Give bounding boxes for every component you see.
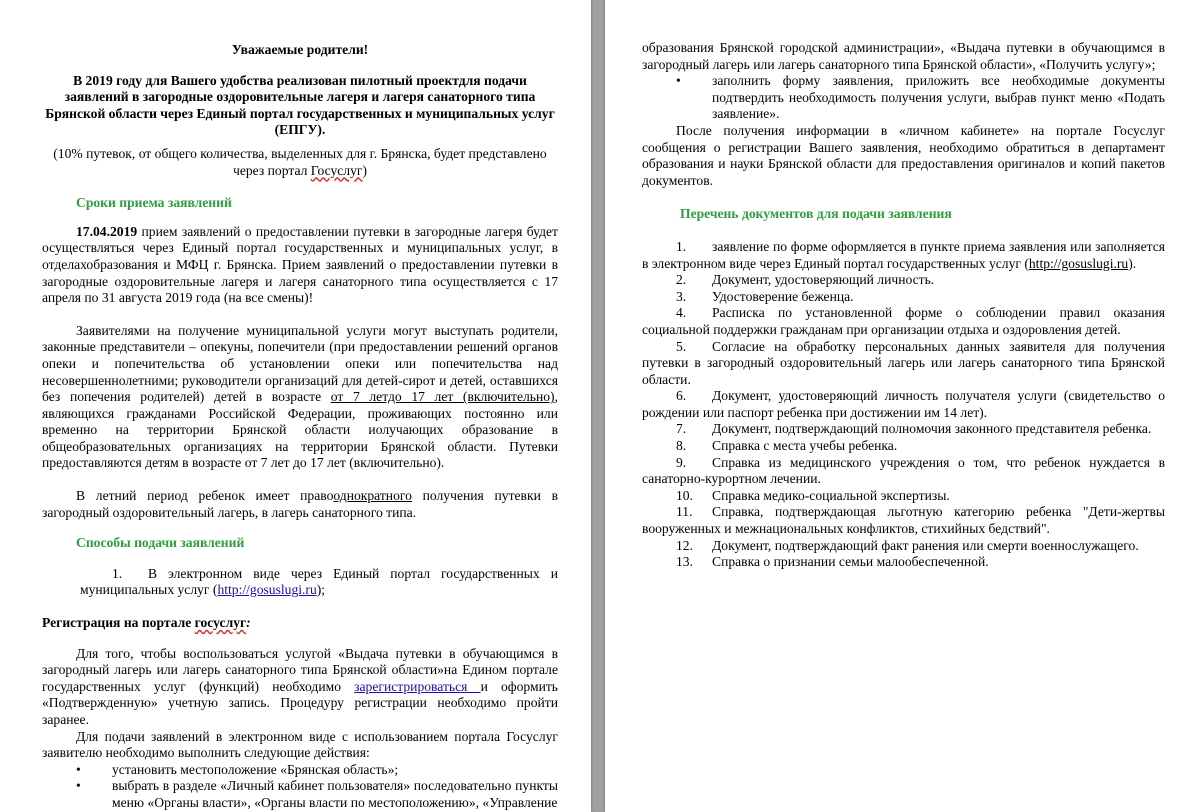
summer-text-a: В летний период ребенок имеет право	[76, 488, 334, 504]
list-item-number: 4.	[676, 305, 687, 321]
list-item-number: 8.	[676, 438, 687, 454]
bullet-icon: •	[76, 761, 81, 777]
intro-paragraph: В 2019 году для Вашего удобства реализован пилотный проектдля подачи заявлений в загородные оздоровительные лагеря и лагеря санаторного типа Брянской области через Единый портал государственных и муниципальных услуг (ЕПГУ).	[45, 72, 555, 138]
list-item-number: 11.	[676, 504, 693, 520]
list-item-number: 10.	[676, 487, 693, 503]
list-item-text: Согласие на обработку персональных данных заявителя для получения путевки в загородный оздоровительный лагерь или лагерь санаторного типа Брянской области.	[642, 338, 1165, 387]
method-item-close: );	[316, 582, 326, 598]
document-item-10	[642, 488, 1165, 505]
registration-text-a: Для того, чтобы воспользоваться услугой «Выдача путевки в обучающимся в загородный лагерь или лагерь санаторного типа Брянской области»на Едином портале государственных услуг (функций) необходимо	[42, 645, 558, 694]
greeting-heading: Уважаемые родители!	[231, 42, 369, 57]
list-item-text: Документ, удостоверяющий личность.	[712, 272, 935, 288]
list-item-number: 13.	[676, 554, 693, 570]
registration-heading-text: Регистрация на портале	[42, 615, 195, 631]
terms-date: 17.04.2019	[76, 223, 138, 239]
list-item-number: 12.	[676, 537, 693, 553]
method-item-1	[42, 566, 558, 599]
document-item-6	[642, 388, 1165, 421]
list-item-text: заявление по форме оформляется в пункте приема заявления или заполняется в электронном виде через Единый портал государственных услуг (	[642, 238, 1165, 271]
applicants-age: от 7 летдо 17 лет (включительно)	[330, 389, 555, 405]
intro-note-text: (10% путевок, от общего количества, выделенных для г. Брянска, будет представлено через портал	[53, 145, 547, 178]
documents-list	[642, 239, 1165, 571]
list-item-text: Справка медико-социальной экспертизы.	[712, 487, 950, 503]
document-item-7	[642, 421, 1165, 438]
document-page-left	[0, 0, 591, 812]
register-link[interactable]: зарегистрироваться	[354, 678, 481, 694]
list-item-text: Расписка по установленной форме о соблюдении правил оказания социальной поддержки гражданам при организации отдыха и оздоровления детей.	[642, 305, 1165, 337]
registration-text-b: и оформить «Подтвержденную» учетную запись. Процедуру регистрации необходимо пройти заранее.	[42, 678, 559, 727]
applicants-paragraph	[42, 323, 558, 472]
list-item-number: 3.	[676, 288, 687, 304]
list-item-text: Справка о признании семьи малообеспеченной.	[712, 554, 989, 570]
summer-paragraph	[42, 488, 558, 521]
registration-heading-word: госуслуг	[194, 615, 247, 631]
list-item-number: 6.	[676, 388, 687, 404]
document-item-11	[642, 504, 1165, 537]
list-item-close: ).	[1128, 255, 1137, 271]
list-item-text: Документ, подтверждающий факт ранения или смерти военнослужащего.	[712, 537, 1139, 553]
bullet-icon: •	[676, 73, 681, 89]
registration-heading-colon: :	[246, 615, 251, 631]
list-item-text: Документ, удостоверяющий личность получателя услуги (свидетельство о рождении или паспорт ребенка при достижении им 14 лет).	[642, 388, 1165, 420]
section-heading-documents: Перечень документов для подачи заявления	[680, 206, 952, 222]
document-item-9	[642, 455, 1165, 488]
list-item-number: 2.	[676, 272, 687, 288]
terms-paragraph	[42, 224, 558, 307]
intro-note-word: Госуслуг	[310, 162, 363, 178]
continued-text: образования Брянской городской администрации», «Выдача путевки в обучающимся в загородный лагерь или лагерь санаторного типа Брянской области», «Получить услугу»;	[642, 40, 1165, 72]
page-left-content	[42, 42, 558, 812]
registration-paragraph-1	[42, 646, 558, 729]
section-heading-methods: Способы подачи заявлений	[76, 535, 245, 551]
list-item-text: Справка из медицинского учреждения о том, что ребенок нуждается в санаторно-курортном лечении.	[642, 454, 1165, 487]
gosuslugi-link[interactable]: http://gosuslugi.ru	[217, 582, 317, 598]
summer-text-b: получения путевки в загородный оздоровительный лагерь, в лагерь санаторного типа.	[42, 488, 558, 520]
summer-word: однократного	[333, 488, 412, 504]
applicants-text-b: , являющихся гражданами Российской Федерации, проживающих постоянно или временно на территории Брянской области иолучающих образование в общеобразовательных организациях на территории Брянской области. Путевки предоставляются детям в возрасте от 7 лет до 17 лет (включительно).	[42, 389, 558, 471]
list-item-number: 7.	[676, 421, 687, 437]
applicants-text-a: Заявителями на получение муниципальной услуги могут выступать родители, законные представители – опекуны, попечители (при предоставлении решений органов опеки и попечительства об установлении опеки или попечительства над несовершеннолетними; руководители организаций для детей-сирот и детей, оставшихся без попечения родителей) детей в возрасте	[42, 322, 558, 405]
intro-note	[42, 146, 558, 179]
terms-text: прием заявлений о предоставлении путевки в загородные лагеря будет осуществляться через Единый портал государственных и муниципальных услуг, в отделахобразования и МФЦ г. Брянска. Прием заявлений о предоставлении путевки в загородные оздоровительные лагеря и лагеря санаторного типа осуществляется с 17 апреля по 31 августа 2019 года (на все смены)!	[42, 223, 558, 306]
list-item-text: Справка с места учебы ребенка.	[712, 438, 898, 454]
document-item-13	[642, 554, 1165, 571]
section-heading-terms: Сроки приема заявлений	[76, 195, 232, 211]
list-item-number: 5.	[676, 338, 687, 354]
page-right-content	[642, 40, 1165, 571]
gosuslugi-link[interactable]: http://gosuslugi.ru	[1028, 255, 1129, 271]
bullet-item-form	[642, 73, 1165, 123]
list-item-text: Удостоверение беженца.	[712, 288, 854, 304]
bullet-item-location	[42, 762, 558, 779]
bullet-item-text: выбрать в разделе «Личный кабинет пользователя» последовательно пункты меню «Органы власти», «Органы власти по местоположению», «Управление	[112, 778, 558, 810]
method-item-number: 1.	[112, 565, 123, 581]
document-page-right	[605, 0, 1188, 812]
bullet-item-menu	[42, 778, 558, 811]
document-item-5	[642, 339, 1165, 389]
document-item-8	[642, 438, 1165, 455]
list-item-number: 1.	[676, 238, 687, 254]
after-registration-paragraph: После получения информации в «личном кабинете» на портале Госуслуг сообщения о регистрации Вашего заявления, необходимо обратиться в департамент образования и науки Брянской области для предоставления оригиналов и копий пакетов документов.	[642, 122, 1165, 188]
method-item-text: В электронном виде через Единый портал государственных и муниципальных услуг (	[80, 565, 558, 598]
registration-heading	[42, 615, 558, 632]
list-item-number: 9.	[676, 454, 687, 470]
document-item-2	[642, 272, 1165, 289]
registration-paragraph-2: Для подачи заявлений в электронном виде с использованием портала Госуслуг заявителю необходимо выполнить следующие действия:	[42, 728, 558, 761]
bullet-item-text: заполнить форму заявления, приложить все необходимые документы подтвердить необходимость получения услуги, выбрав пункт меню «Подать заявление».	[712, 73, 1165, 122]
list-item-text: Справка, подтверждающая льготную категорию ребенка "Дети-жертвы вооруженных и межнациональных конфликтов, стихийных бедствий".	[642, 504, 1165, 537]
bullet-icon: •	[76, 778, 81, 794]
list-item-text: Документ, подтверждающий полномочия законного представителя ребенка.	[712, 421, 1152, 437]
document-item-4	[642, 305, 1165, 338]
document-item-1	[642, 239, 1165, 272]
document-item-3	[642, 289, 1165, 306]
intro-note-close: )	[362, 162, 367, 178]
bullet-item-text: установить местоположение «Брянская область»;	[112, 761, 399, 777]
document-item-12	[642, 538, 1165, 555]
